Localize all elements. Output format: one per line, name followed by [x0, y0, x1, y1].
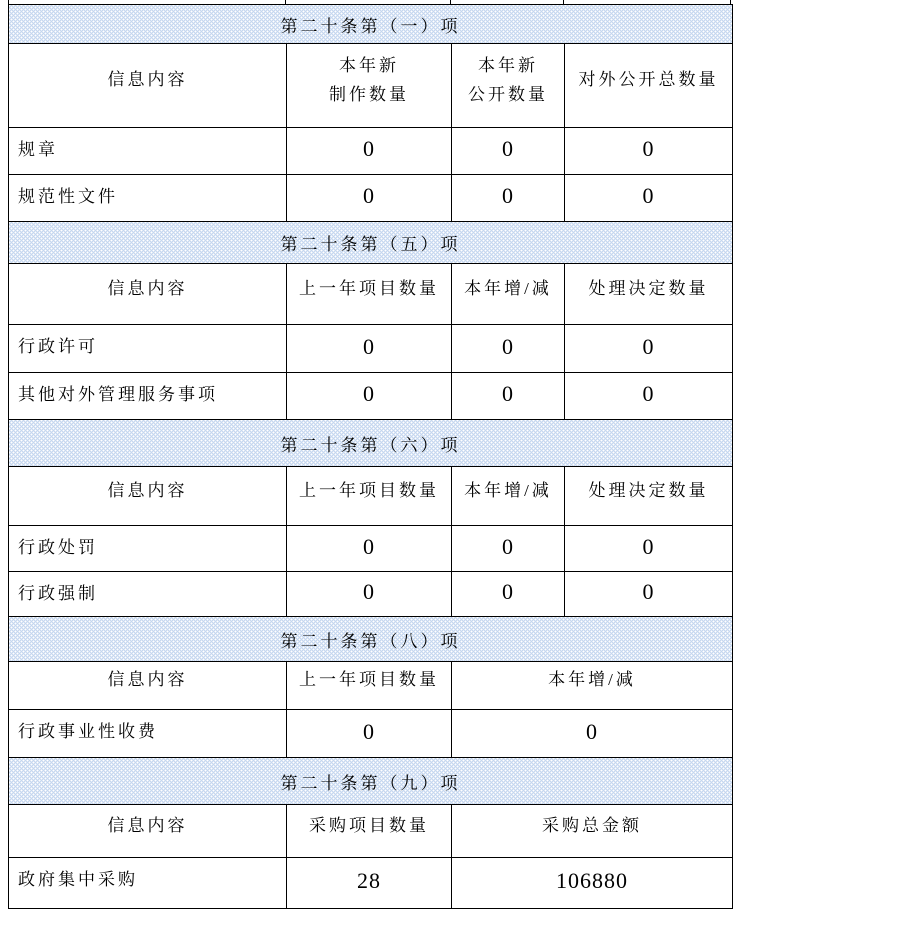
cell-value: 0	[565, 325, 733, 373]
cell-value: 0	[287, 175, 452, 222]
disclosure-report-table	[8, 4, 733, 909]
column-header: 处理决定数量	[565, 467, 733, 526]
column-header: 上一年项目数量	[287, 264, 452, 325]
row-label: 其他对外管理服务事项	[9, 373, 287, 420]
section-title: 第二十条第（五）项	[9, 222, 733, 264]
column-header: 本年新 制作数量	[287, 44, 452, 128]
table-row	[9, 175, 733, 222]
cell-value: 0	[565, 175, 733, 222]
column-header: 信息内容	[9, 264, 287, 325]
row-label: 规范性文件	[9, 175, 287, 222]
column-header: 本年增/减	[452, 467, 565, 526]
cell-value: 0	[452, 128, 565, 175]
cell-value: 0	[452, 572, 565, 617]
cell-value: 0	[452, 175, 565, 222]
table-row	[9, 526, 733, 572]
column-header: 对外公开总数量	[565, 44, 733, 128]
column-header: 采购项目数量	[287, 805, 452, 858]
cell-value: 0	[287, 373, 452, 420]
cell-value: 0	[452, 373, 565, 420]
table-row	[9, 373, 733, 420]
cell-value: 106880	[452, 858, 733, 909]
cell-value: 0	[287, 325, 452, 373]
column-header: 处理决定数量	[565, 264, 733, 325]
cell-value: 0	[452, 526, 565, 572]
cell-value: 0	[565, 526, 733, 572]
column-header: 信息内容	[9, 805, 287, 858]
table-row	[9, 325, 733, 373]
cell-value: 0	[452, 325, 565, 373]
cell-value: 0	[287, 572, 452, 617]
table-row	[9, 858, 733, 909]
section-title: 第二十条第（八）项	[9, 617, 733, 662]
column-header: 信息内容	[9, 662, 287, 710]
row-label: 行政处罚	[9, 526, 287, 572]
cell-value: 0	[565, 373, 733, 420]
column-header: 信息内容	[9, 44, 287, 128]
section-title: 第二十条第（一）项	[9, 5, 733, 44]
table-row	[9, 128, 733, 175]
row-label: 规章	[9, 128, 287, 175]
cell-value: 0	[452, 710, 733, 758]
cell-value: 0	[287, 128, 452, 175]
column-header: 上一年项目数量	[287, 467, 452, 526]
row-label: 行政许可	[9, 325, 287, 373]
section-title: 第二十条第（九）项	[9, 758, 733, 805]
table-row	[9, 710, 733, 758]
column-header: 本年新 公开数量	[452, 44, 565, 128]
table-row	[9, 572, 733, 617]
row-label: 政府集中采购	[9, 858, 287, 909]
cell-value: 0	[565, 572, 733, 617]
column-header: 信息内容	[9, 467, 287, 526]
row-label: 行政事业性收费	[9, 710, 287, 758]
column-header: 上一年项目数量	[287, 662, 452, 710]
column-header: 本年增/减	[452, 264, 565, 325]
cell-value: 0	[287, 710, 452, 758]
cell-value: 0	[287, 526, 452, 572]
row-label: 行政强制	[9, 572, 287, 617]
cell-value: 28	[287, 858, 452, 909]
column-header: 本年增/减	[452, 662, 733, 710]
cell-value: 0	[565, 128, 733, 175]
column-header: 采购总金额	[452, 805, 733, 858]
section-title: 第二十条第（六）项	[9, 420, 733, 467]
